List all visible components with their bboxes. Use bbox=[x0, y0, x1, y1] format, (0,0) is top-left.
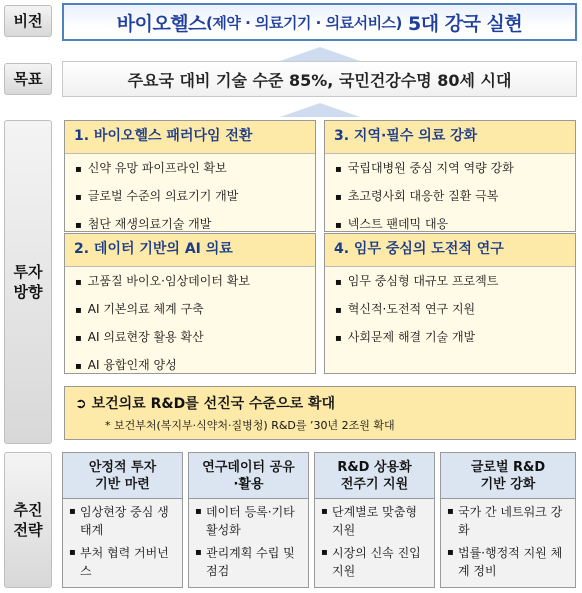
list-item: ▪ 신약 유망 파이프라인 확보 bbox=[75, 154, 315, 182]
strategy-1-title bbox=[63, 453, 182, 499]
strategy-3-title-text: R&D 상용화 전주기 지원 bbox=[337, 459, 412, 492]
list-item: ▪ 단계별로 맞춤형 지원 bbox=[321, 503, 431, 539]
strategy-4-title-text: 글로벌 R&D 기반 강화 bbox=[470, 459, 546, 492]
list-item: ▪ AI 기본의료 체계 구축 bbox=[75, 295, 315, 323]
vision-label-text: 비전 bbox=[13, 12, 43, 30]
direction-2-title: 2. 데이터 기반의 AI 의료 bbox=[65, 234, 315, 267]
list-item: ▪ 초고령사회 대응한 질환 극복 bbox=[335, 182, 575, 210]
vision-main: 바이오헬스 bbox=[116, 12, 207, 35]
callout-main: ➲ 보건의료 R&D를 선진국 수준으로 확대 bbox=[75, 396, 336, 412]
strategy-4-title bbox=[441, 453, 575, 499]
vision-tail: 5대 강국 실현 bbox=[401, 12, 523, 35]
list-item: ▪ 관리계획 수립 및 점검 bbox=[195, 544, 305, 580]
list-item: ▪ 데이터 등록·기타 활성화 bbox=[195, 503, 305, 539]
strategy-2-title bbox=[189, 453, 308, 499]
goal-label bbox=[4, 63, 52, 95]
list-item: ▪ 법률·행정적 지원 체계 정비 bbox=[447, 544, 572, 580]
vision-label bbox=[4, 5, 52, 37]
direction-4-title: 4. 임무 중심의 도전적 연구 bbox=[325, 234, 575, 267]
strategy-label-text: 추진 전략 bbox=[13, 501, 43, 539]
list-item: ▪ 시장의 신속 진입 지원 bbox=[321, 544, 431, 580]
strategy-1-title-text: 안정적 투자 기반 마련 bbox=[88, 459, 157, 492]
chevron-up-icon bbox=[280, 47, 360, 61]
invest-label bbox=[4, 120, 52, 444]
strategy-3 bbox=[314, 452, 435, 588]
list-item: ▪ 첨단 재생의료기술 개발 bbox=[75, 210, 315, 238]
direction-1-title: 1. 바이오헬스 패러다임 전환 bbox=[65, 121, 315, 154]
vision-paren: (제약 · 의료기기 · 의료서비스) bbox=[206, 13, 402, 32]
list-item: ▪ 임상현장 중심 생태계 bbox=[69, 503, 179, 539]
goal-text: 주요국 대비 기술 수준 85%, 국민건강수명 80세 시대 bbox=[127, 70, 512, 90]
list-item: ▪ 국립대병원 중심 지역 역량 강화 bbox=[335, 154, 575, 182]
direction-4 bbox=[324, 233, 576, 374]
strategy-2 bbox=[188, 452, 309, 588]
strategy-2-title-text: 연구데이터 공유 ·활용 bbox=[202, 459, 295, 492]
list-item: ▪ 혁신적·도전적 연구 지원 bbox=[335, 295, 575, 323]
list-item: ▪ 글로벌 수준의 의료기기 개발 bbox=[75, 182, 315, 210]
direction-3-title: 3. 지역·필수 의료 강화 bbox=[325, 121, 575, 154]
vision-box bbox=[62, 3, 577, 41]
list-item: ▪ 부처 협력 거버넌스 bbox=[69, 544, 179, 580]
strategy-1 bbox=[62, 452, 183, 588]
direction-2 bbox=[64, 233, 316, 374]
list-item: ▪ 임무 중심형 대규모 프로젝트 bbox=[335, 267, 575, 295]
direction-1 bbox=[64, 120, 316, 232]
invest-label-text: 투자 방향 bbox=[13, 263, 43, 301]
list-item: ▪ AI 융합인재 양성 bbox=[75, 351, 315, 379]
list-item: ▪ 사회문제 해결 기술 개발 bbox=[335, 323, 575, 351]
callout-note: * 보건부처(복지부·식약처·질병청) R&D를 ’30년 2조원 확대 bbox=[105, 419, 395, 432]
strategy-label bbox=[4, 452, 52, 588]
direction-3 bbox=[324, 120, 576, 232]
list-item: ▪ AI 의료현장 활용 확산 bbox=[75, 323, 315, 351]
goal-label-text: 목표 bbox=[13, 70, 43, 88]
chevron-up-icon bbox=[280, 103, 360, 117]
goal-box bbox=[62, 61, 577, 97]
rnd-expansion-callout bbox=[64, 386, 576, 440]
list-item: ▪ 넥스트 팬데믹 대응 bbox=[335, 210, 575, 238]
strategy-3-title bbox=[315, 453, 434, 499]
list-item: ▪ 국가 간 네트워크 강화 bbox=[447, 503, 572, 539]
list-item: ▪ 고품질 바이오·임상데이터 확보 bbox=[75, 267, 315, 295]
strategy-4 bbox=[440, 452, 576, 588]
